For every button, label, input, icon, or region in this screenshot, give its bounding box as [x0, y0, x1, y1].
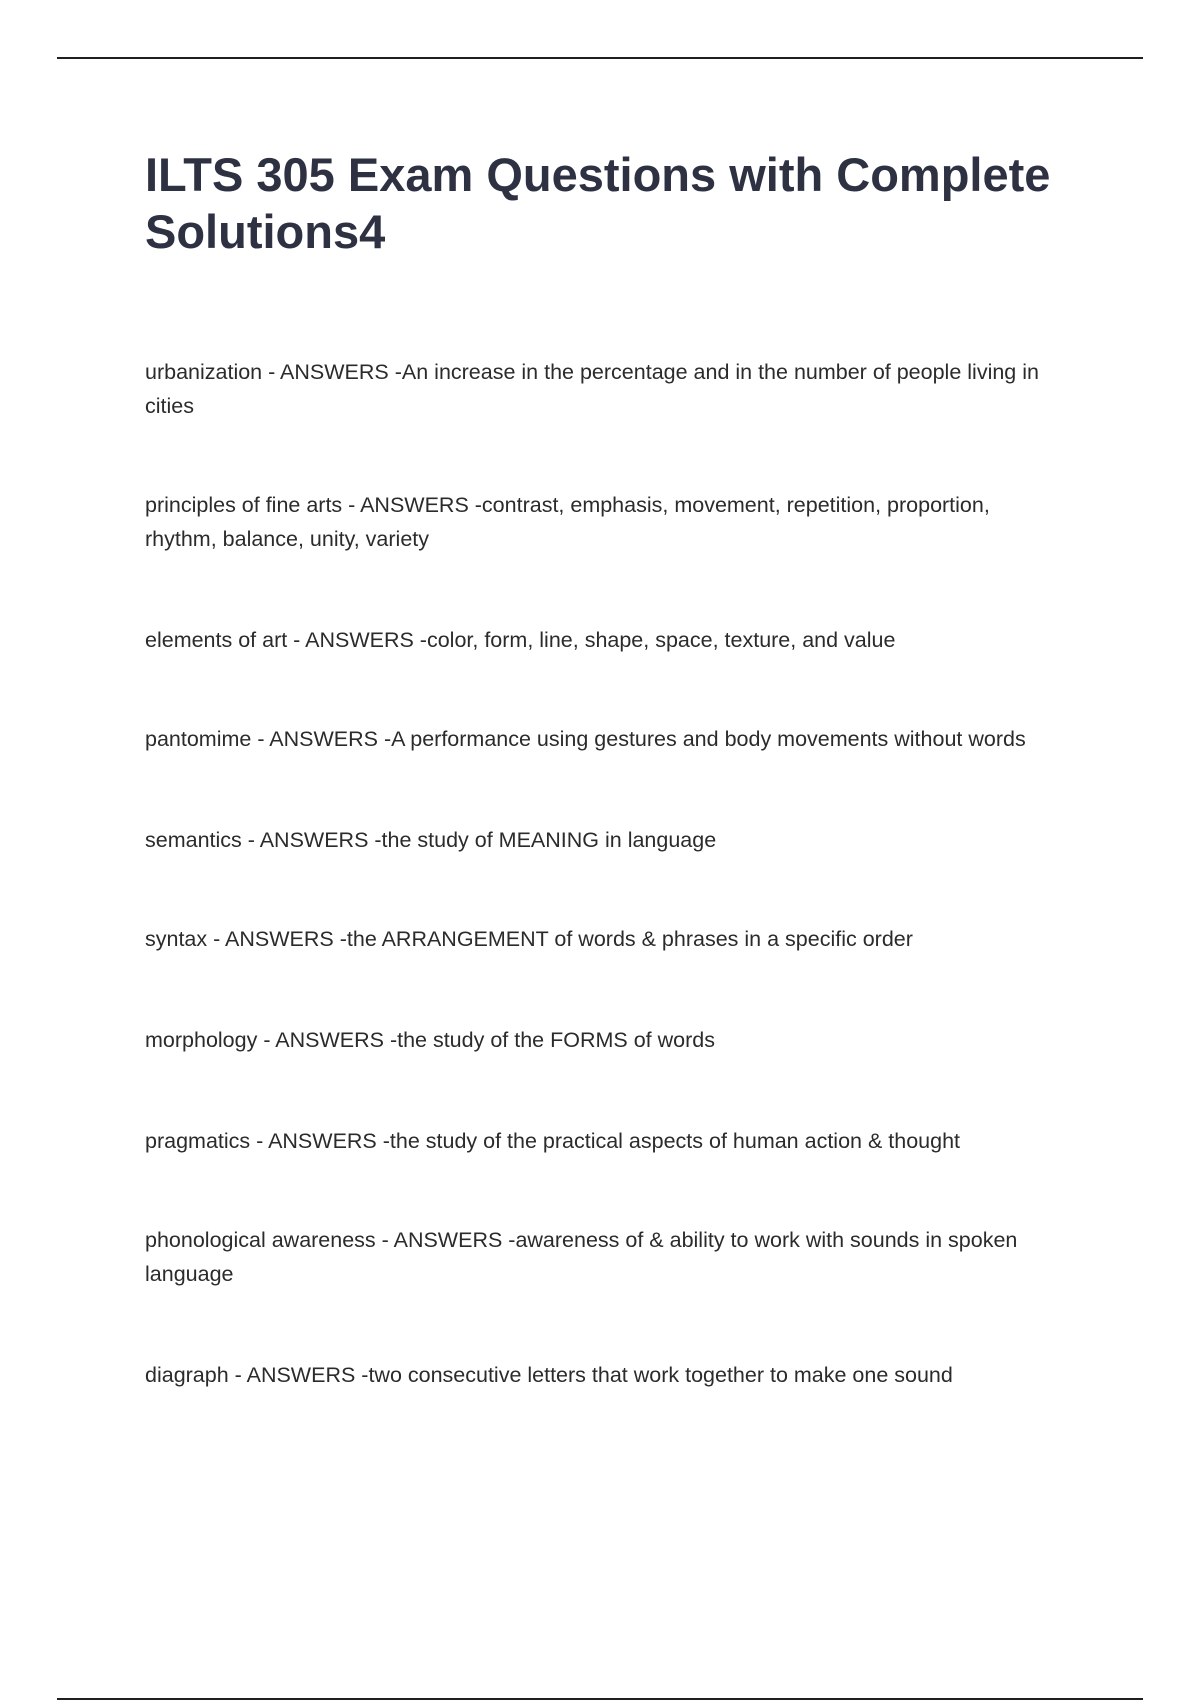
page-title: ILTS 305 Exam Questions with Complete Solutions4: [145, 148, 1051, 258]
qa-entry-semantics: semantics - ANSWERS -the study of MEANING in language: [145, 828, 717, 852]
qa-entry-phonological-awareness: phonological awareness - ANSWERS -awareness of & ability to work with sounds in spoken language: [145, 1228, 1018, 1286]
qa-entry-principles-of-fine-arts: principles of fine arts - ANSWERS -contrast, emphasis, movement, repetition, proportion, rhythm, balance, unity, variety: [145, 493, 990, 551]
qa-entry-elements-of-art: elements of art - ANSWERS -color, form, line, shape, space, texture, and value: [145, 628, 896, 652]
qa-entry-urbanization: urbanization - ANSWERS -An increase in the percentage and in the number of people living in cities: [145, 360, 1039, 418]
qa-entry-pantomime: pantomime - ANSWERS -A performance using gestures and body movements without words: [145, 727, 1026, 751]
header-rule: [57, 57, 1143, 59]
qa-entry-pragmatics: pragmatics - ANSWERS -the study of the practical aspects of human action & thought: [145, 1129, 961, 1153]
qa-entry-morphology: morphology - ANSWERS -the study of the FORMS of words: [145, 1028, 715, 1052]
qa-entry-syntax: syntax - ANSWERS -the ARRANGEMENT of words & phrases in a specific order: [145, 927, 913, 951]
qa-entry-diagraph: diagraph - ANSWERS -two consecutive letters that work together to make one sound: [145, 1363, 953, 1387]
